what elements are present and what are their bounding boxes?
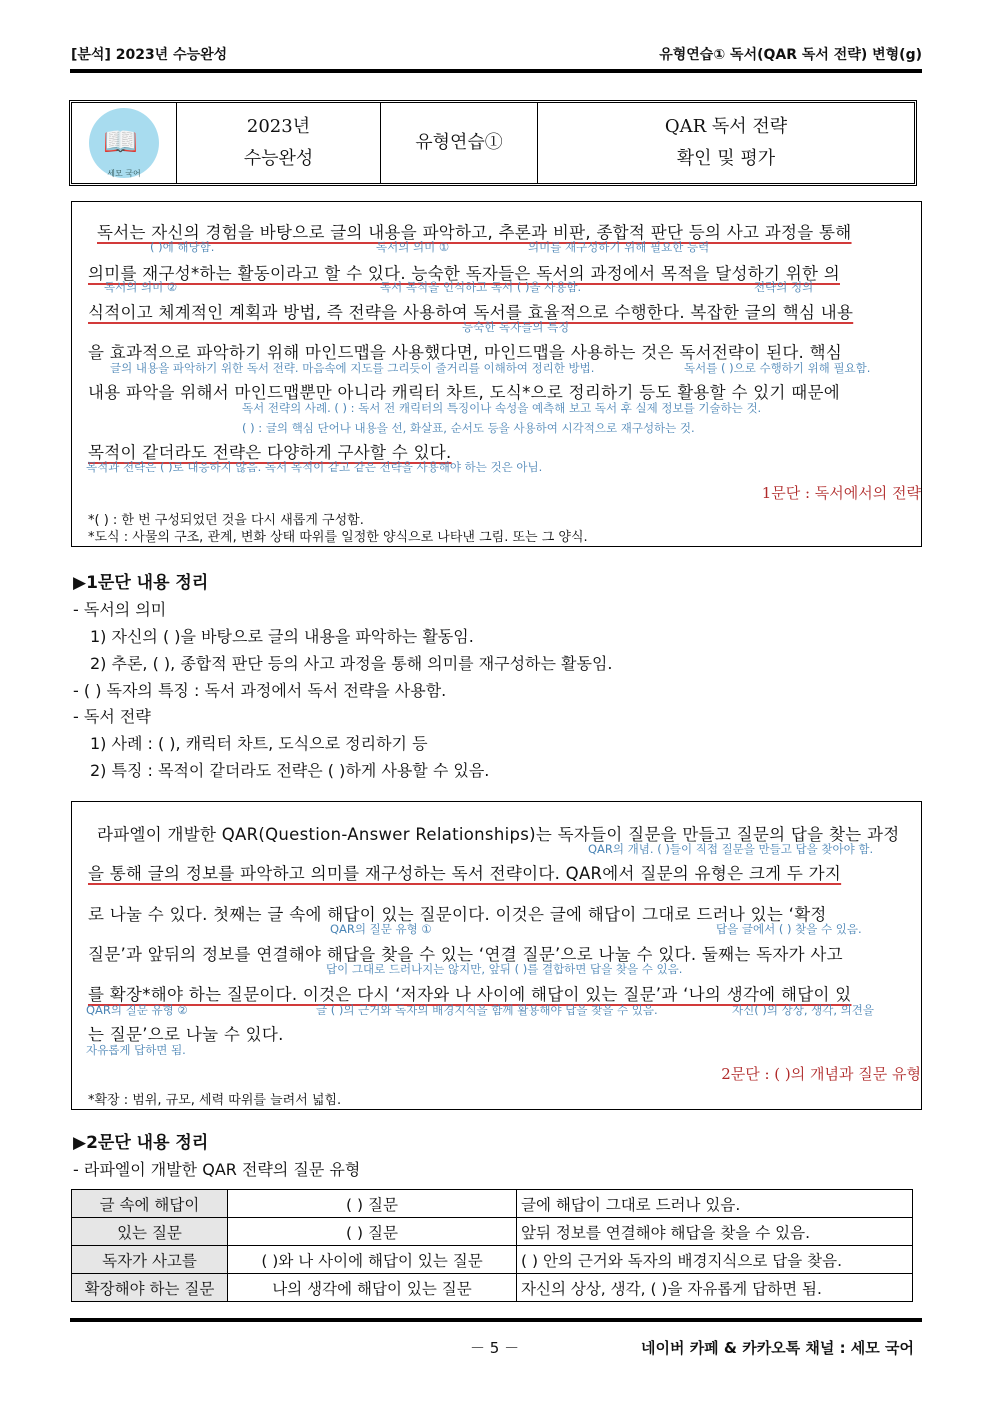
passage2-note: 자신( )의 상상, 생각, 의견을 xyxy=(732,1003,874,1017)
passage1-note: 목적과 전략은 ( )로 대응하지 않음. 독서 목적이 같고 같은 전략을 사용해야 하는 것은 아님. xyxy=(86,460,543,474)
table-cell: 앞뒤 정보를 연결해야 해답을 찾을 수 있음. xyxy=(517,1218,913,1246)
passage2-line: 을 통해 글의 정보를 파악하고 의미를 재구성하는 독서 전략이다. QAR에서 질문의 유형은 크게 두 가지 xyxy=(88,864,842,883)
summary1-item: 1) 자신의 ( )을 바탕으로 글의 내용을 파악하는 활동임. xyxy=(90,627,474,646)
summary2-subheading: - 라파엘이 개발한 QAR 전략의 질문 유형 xyxy=(73,1160,361,1179)
passage1-line: 독서는 자신의 경험을 바탕으로 글의 내용을 파악하고, 추론과 비판, 종합적 판단 등의 사고 과정을 통해 xyxy=(97,223,852,242)
passage1-note: 독서 목적을 인식하고 독서 ( )을 사용함. xyxy=(380,280,582,294)
passage2-note: 답을 글에서 ( ) 찾을 수 있음. xyxy=(716,922,862,936)
year-cell xyxy=(177,103,381,183)
passage2-note: 글 ( )의 근거와 독자의 배경지식을 함께 활용해야 답을 찾을 수 있음. xyxy=(316,1003,658,1017)
passage2-line: 는 질문’으로 나눌 수 있다. xyxy=(88,1025,284,1044)
passage2-note: QAR의 개념. ( )들이 직접 질문을 만들고 답을 찾아야 함. xyxy=(588,842,874,856)
logo-cell xyxy=(72,103,177,183)
passage1-line: 목적이 같더라도 전략은 다양하게 구사할 수 있다. xyxy=(88,443,452,462)
passage2-note: QAR의 질문 유형 ② xyxy=(86,1003,188,1017)
qar-question-types-table xyxy=(71,1189,913,1302)
passage1-note: 독서 전략의 사례. ( ) : 독서 전 캐릭터의 특징이나 속성을 예측해 보고 독서 후 실제 정보를 기술하는 것. xyxy=(242,401,762,415)
header-right: 유형연습① 독서(QAR 독서 전략) 변형(g) xyxy=(659,47,922,63)
summary1-item: 1) 사례 : ( ), 캐릭터 차트, 도식으로 정리하기 등 xyxy=(90,734,428,753)
paragraph2-label: 2문단 : ( )의 개념과 질문 유형 xyxy=(721,1065,921,1083)
passage1-line: 내용 파악을 위해서 마인드맵뿐만 아니라 캐릭터 차트, 도식*으로 정리하기 등도 활용할 수 있기 때문에 xyxy=(88,383,840,402)
topic-line1: QAR 독서 전략 xyxy=(664,116,788,137)
passage1-footnote: *( ) : 한 번 구성되었던 것을 다시 새롭게 구성함. xyxy=(88,513,364,528)
passage2-line: 로 나눌 수 있다. 첫째는 글 속에 해답이 있는 질문이다. 이것은 글에 해답이 그대로 드러나 있는 ‘확정 xyxy=(88,905,827,924)
book-logo-icon: 📖 세모 국어 xyxy=(89,108,159,178)
passage1-note: 글의 내용을 파악하기 위한 독서 전략. 마음속에 지도를 그리듯이 줄거리를 이해하여 정리한 방법. xyxy=(110,361,595,375)
passage1-note: ( )에 해당함. xyxy=(150,240,215,254)
table-cell: 나의 생각에 해답이 있는 질문 xyxy=(228,1274,517,1302)
passage1-note: 전략의 정의 xyxy=(754,280,814,294)
passage2-line: 라파엘이 개발한 QAR(Question-Answer Relationships)는 독자들이 질문을 만들고 질문의 답을 찾는 과정 xyxy=(97,825,900,844)
topic-line2: 확인 및 평가 xyxy=(676,148,776,169)
topic-cell xyxy=(538,103,914,183)
footer-rule xyxy=(70,1318,922,1322)
summary1-item: - ( ) 독자의 특징 : 독서 과정에서 독서 전략을 사용함. xyxy=(73,681,447,700)
passage1-note: ( ) : 글의 핵심 단어나 내용을 선, 화살표, 순서도 등을 사용하여 시각적으로 재구성하는 것. xyxy=(242,421,695,435)
passage1-note: 독서의 의미 ② xyxy=(104,280,178,294)
practice-label: 유형연습① xyxy=(415,132,503,153)
passage1-line: 식적이고 체계적인 계획과 방법, 즉 전략을 사용하여 독서를 효율적으로 수행한다. 복잡한 글의 핵심 내용 xyxy=(88,303,854,322)
table-cell: 자신의 상상, 생각, ( )을 자유롭게 답하면 됨. xyxy=(517,1274,913,1302)
summary1-item: - 독서 전략 xyxy=(73,707,151,726)
table-cell: ( ) 질문 xyxy=(228,1190,517,1218)
passage1-note: 능숙한 독자들의 특징 xyxy=(462,320,570,334)
passage2-note: 답이 그대로 드러나지는 않지만, 앞뒤 ( )를 결합하면 답을 찾을 수 있음. xyxy=(326,962,683,976)
passage2-line: 를 확장*해야 하는 질문이다. 이것은 다시 ‘저자와 나 사이에 해답이 있는 질문’과 ‘나의 생각에 해답이 있 xyxy=(88,985,852,1004)
passage1-footnote: *도식 : 사물의 구조, 관계, 변화 상태 따위를 일정한 양식으로 나타낸 그림. 또는 그 양식. xyxy=(88,530,588,545)
passage1-note: 독서를 ( )으로 수행하기 위해 필요함. xyxy=(684,361,871,375)
summary1-heading: ▶1문단 내용 정리 xyxy=(73,573,209,593)
footer-channel: 네이버 카페 & 카카오톡 채널 : 세모 국어 xyxy=(641,1339,914,1357)
table-cell: 글에 해답이 그대로 드러나 있음. xyxy=(517,1190,913,1218)
passage2-line: 질문’과 앞뒤의 정보를 연결해야 해답을 찾을 수 있는 ‘연결 질문’으로 나눌 수 있다. 둘째는 독자가 사고 xyxy=(88,945,843,964)
table-cell: ( ) 질문 xyxy=(228,1218,517,1246)
passage1-line: 을 효과적으로 파악하기 위해 마인드맵을 사용했다면, 마인드맵을 사용하는 것은 독서전략이 된다. 핵심 xyxy=(88,343,843,362)
passage2-note: 자유롭게 답하면 됨. xyxy=(86,1043,186,1057)
year-line1: 2023년 xyxy=(246,116,311,137)
passage1-line: 의미를 재구성*하는 활동이라고 할 수 있다. 능숙한 독자들은 독서의 과정에서 목적을 달성하기 위한 의 xyxy=(88,264,840,283)
passage2-footnote: *확장 : 범위, 규모, 세력 따위를 늘려서 넓힘. xyxy=(88,1093,342,1108)
group2-head-line2: 확장해야 하는 질문 xyxy=(72,1274,228,1302)
passage1-note: 독서의 의미 ① xyxy=(376,240,450,254)
passage2-note: QAR의 질문 유형 ① xyxy=(330,922,432,936)
summary1-item: 2) 추론, ( ), 종합적 판단 등의 사고 과정을 통해 의미를 재구성하는 활동임. xyxy=(90,654,613,673)
table-cell: ( ) 안의 근거와 독자의 배경지식으로 답을 찾음. xyxy=(517,1246,913,1274)
paragraph1-label: 1문단 : 독서에서의 전략 xyxy=(761,484,921,502)
table-cell: ( )와 나 사이에 해답이 있는 질문 xyxy=(228,1246,517,1274)
table-row xyxy=(72,1274,913,1302)
group2-head-line1: 독자가 사고를 xyxy=(72,1246,228,1274)
table-row xyxy=(72,1246,913,1274)
title-box xyxy=(69,100,917,186)
header-rule xyxy=(70,69,922,73)
page-number: － 5 － xyxy=(470,1339,520,1357)
summary1-item: 2) 특징 : 목적이 같더라도 전략은 ( )하게 사용할 수 있음. xyxy=(90,761,490,780)
year-line2: 수능완성 xyxy=(243,148,314,169)
practice-cell xyxy=(381,103,538,183)
summary2-heading: ▶2문단 내용 정리 xyxy=(73,1133,209,1153)
table-row xyxy=(72,1218,913,1246)
header-left: [분석] 2023년 수능완성 xyxy=(71,47,228,63)
passage1-note: 의미를 재구성하기 위해 필요한 능력 xyxy=(528,240,710,254)
table-row xyxy=(72,1190,913,1218)
group1-head-line1: 글 속에 해답이 xyxy=(72,1190,228,1218)
group1-head-line2: 있는 질문 xyxy=(72,1218,228,1246)
summary1-item: - 독서의 의미 xyxy=(73,600,167,619)
logo-text: 세모 국어 xyxy=(107,169,141,178)
